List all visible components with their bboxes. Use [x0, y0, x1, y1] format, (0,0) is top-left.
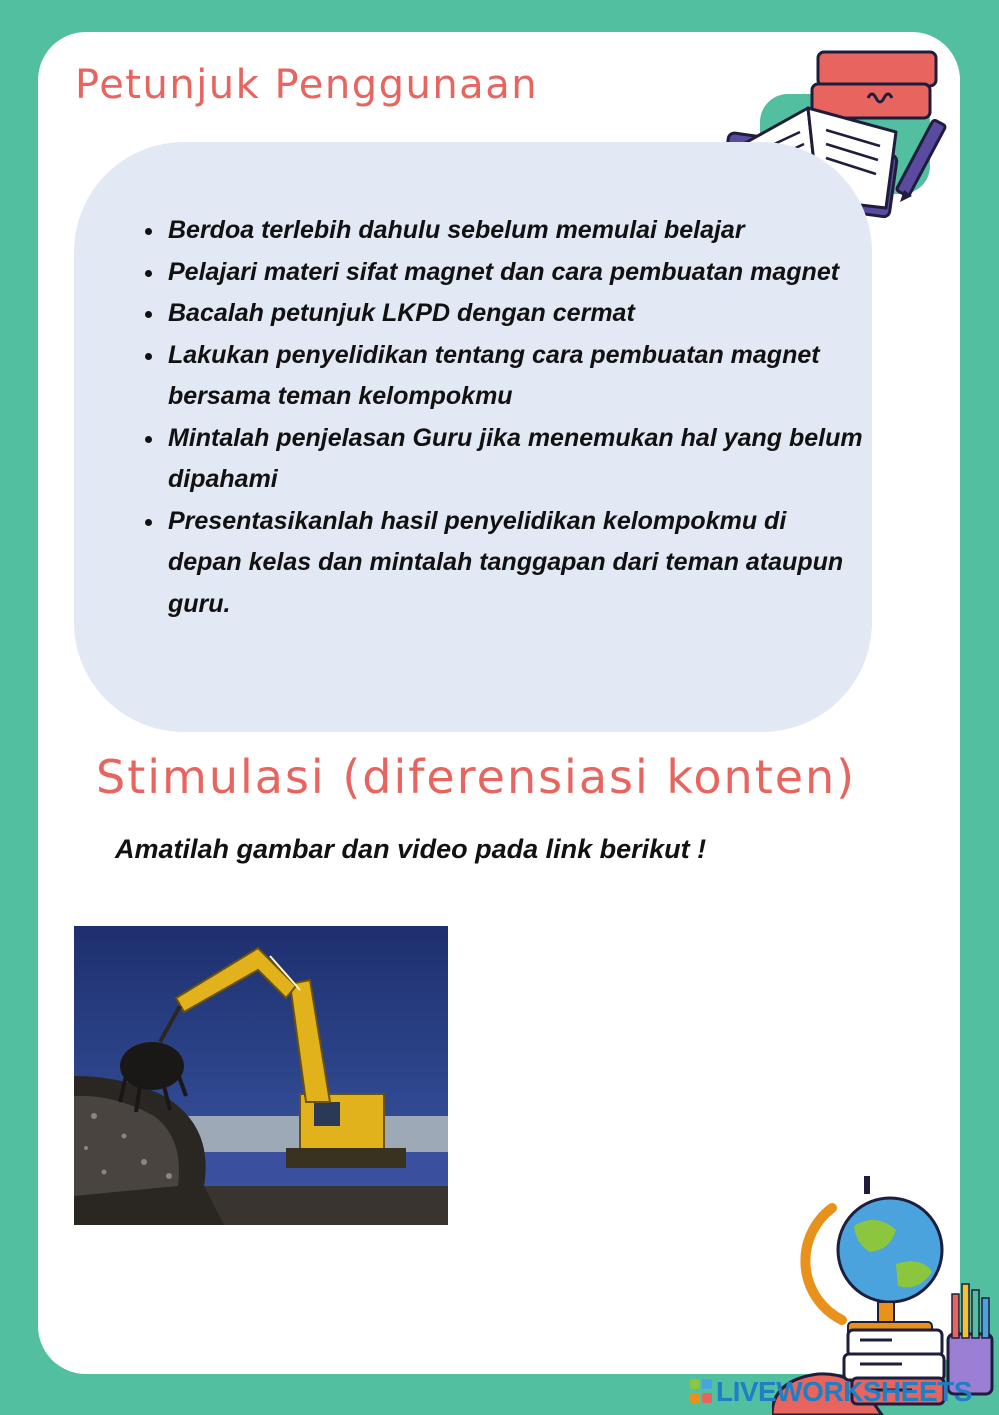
brand-logo[interactable]: [690, 1376, 972, 1408]
list-item: • Pelajari materi sifat magnet dan cara pembuatan magnet: [166, 252, 866, 294]
stimulus-instruction: Amatilah gambar dan video pada link berikut !: [115, 834, 707, 864]
list-item: • Berdoa terlebih dahulu sebelum memulai belajar: [166, 210, 866, 252]
instruction-list: [138, 210, 866, 625]
stimulus-title: Stimulasi (diferensiasi konten): [96, 750, 857, 804]
list-item: • Presentasikanlah hasil penyelidikan kelompokmu di depan kelas dan mintalah tanggapan dari teman ataupun guru.: [166, 501, 866, 626]
brand-name: LIVEWORKSHEETS: [716, 1376, 972, 1407]
list-item: • Mintalah penjelasan Guru jika menemukan hal yang belum dipahami: [166, 418, 866, 501]
list-item: • Bacalah petunjuk LKPD dengan cermat: [166, 293, 866, 335]
magnet-crane-photo: [74, 926, 448, 1225]
liveworksheets-logo-icon: [690, 1379, 712, 1405]
guide-title: Petunjuk Penggunaan: [75, 62, 539, 108]
list-item: • Lakukan penyelidikan tentang cara pembuatan magnet bersama teman kelompokmu: [166, 335, 866, 418]
